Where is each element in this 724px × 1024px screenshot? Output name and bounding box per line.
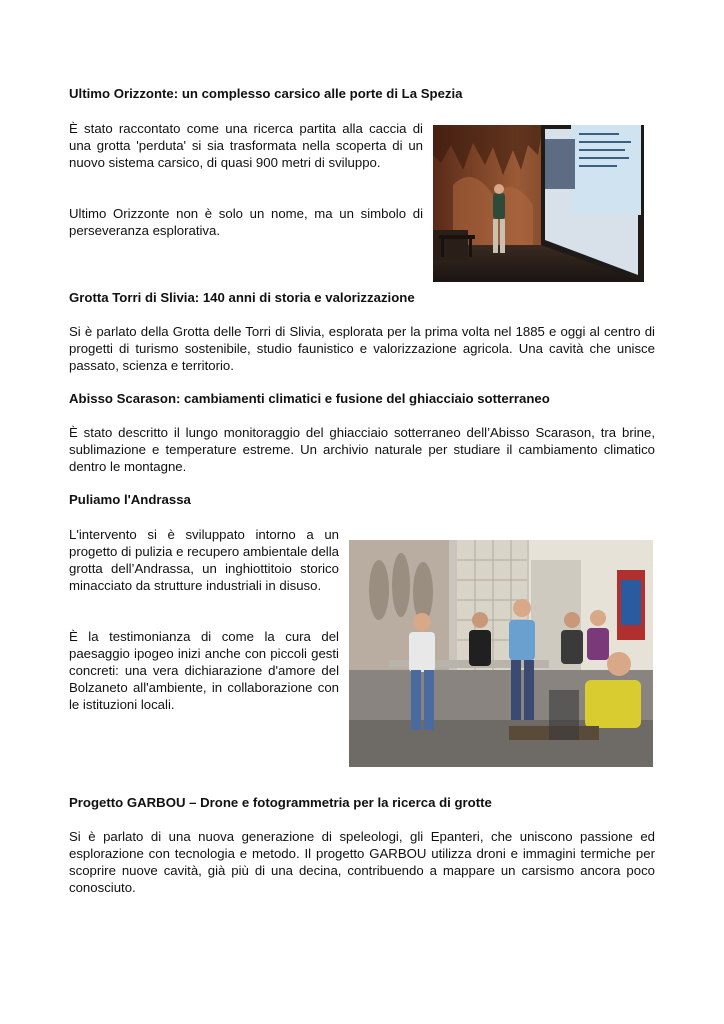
- paragraph-puliamo-andrassa-1: L'intervento si è sviluppato intorno a un progetto di pulizia e recupero ambientale della grotta dell’Andrassa, un inghiottitoio storico minacciato da strutture industriali in disuso.: [69, 527, 339, 593]
- paragraph-ultimo-orizzonte-1: È stato raccontato come una ricerca partita alla caccia di una grotta 'perduta' si sia trasformata nella scoperta di un nuovo sistema carsico, di quasi 900 metri di sviluppo.: [69, 121, 423, 170]
- section-title-grotta-torri-slivia: Grotta Torri di Slivia: 140 anni di storia e valorizzazione: [69, 290, 415, 305]
- paragraph-progetto-garbou: Si è parlato di una nuova generazione di speleologi, gli Epanteri, che uniscono passione ed esplorazione con tecnologia e metodo. Il progetto GARBOU utilizza droni e immagini termiche per scoprire nuove cavità, già più di una decina, contribuendo a mappare un carsismo ancora poco conosciuto.: [69, 829, 655, 895]
- paragraph-ultimo-orizzonte-2: Ultimo Orizzonte non è solo un nome, ma un simbolo di perseveranza esplorativa.: [69, 206, 423, 238]
- group-meeting-photo: [349, 540, 653, 767]
- section-title-progetto-garbou: Progetto GARBOU – Drone e fotogrammetria per la ricerca di grotte: [69, 795, 492, 810]
- paragraph-grotta-torri-slivia: Si è parlato della Grotta delle Torri di Slivia, esplorata per la prima volta nel 1885 e oggi al centro di progetti di turismo sostenibile, studio faunistico e valorizzazione agricola. Una cavità che unisce passato, scienza e territorio.: [69, 324, 655, 373]
- paragraph-puliamo-andrassa-2: È la testimonianza di come la cura del paesaggio ipogeo inizi anche con piccoli gesti concreti: una vera dichiarazione d'amore del Bolzaneto all'ambiente, in collaborazione con le istituzioni locali.: [69, 629, 339, 712]
- paragraph-abisso-scarason: È stato descritto il lungo monitoraggio del ghiacciaio sotterraneo dell’Abisso Scarason, tra brine, sublimazione e temperature estreme. Un archivio naturale per studiare il cambiamento climatico dentro le montagne.: [69, 425, 655, 474]
- section-title-abisso-scarason: Abisso Scarason: cambiamenti climatici e fusione del ghiacciaio sotterraneo: [69, 391, 550, 406]
- section-title-ultimo-orizzonte: Ultimo Orizzonte: un complesso carsico alle porte di La Spezia: [69, 86, 463, 101]
- section-title-puliamo-andrassa: Puliamo l'Andrassa: [69, 492, 191, 507]
- presentation-in-cave-photo: [433, 125, 644, 282]
